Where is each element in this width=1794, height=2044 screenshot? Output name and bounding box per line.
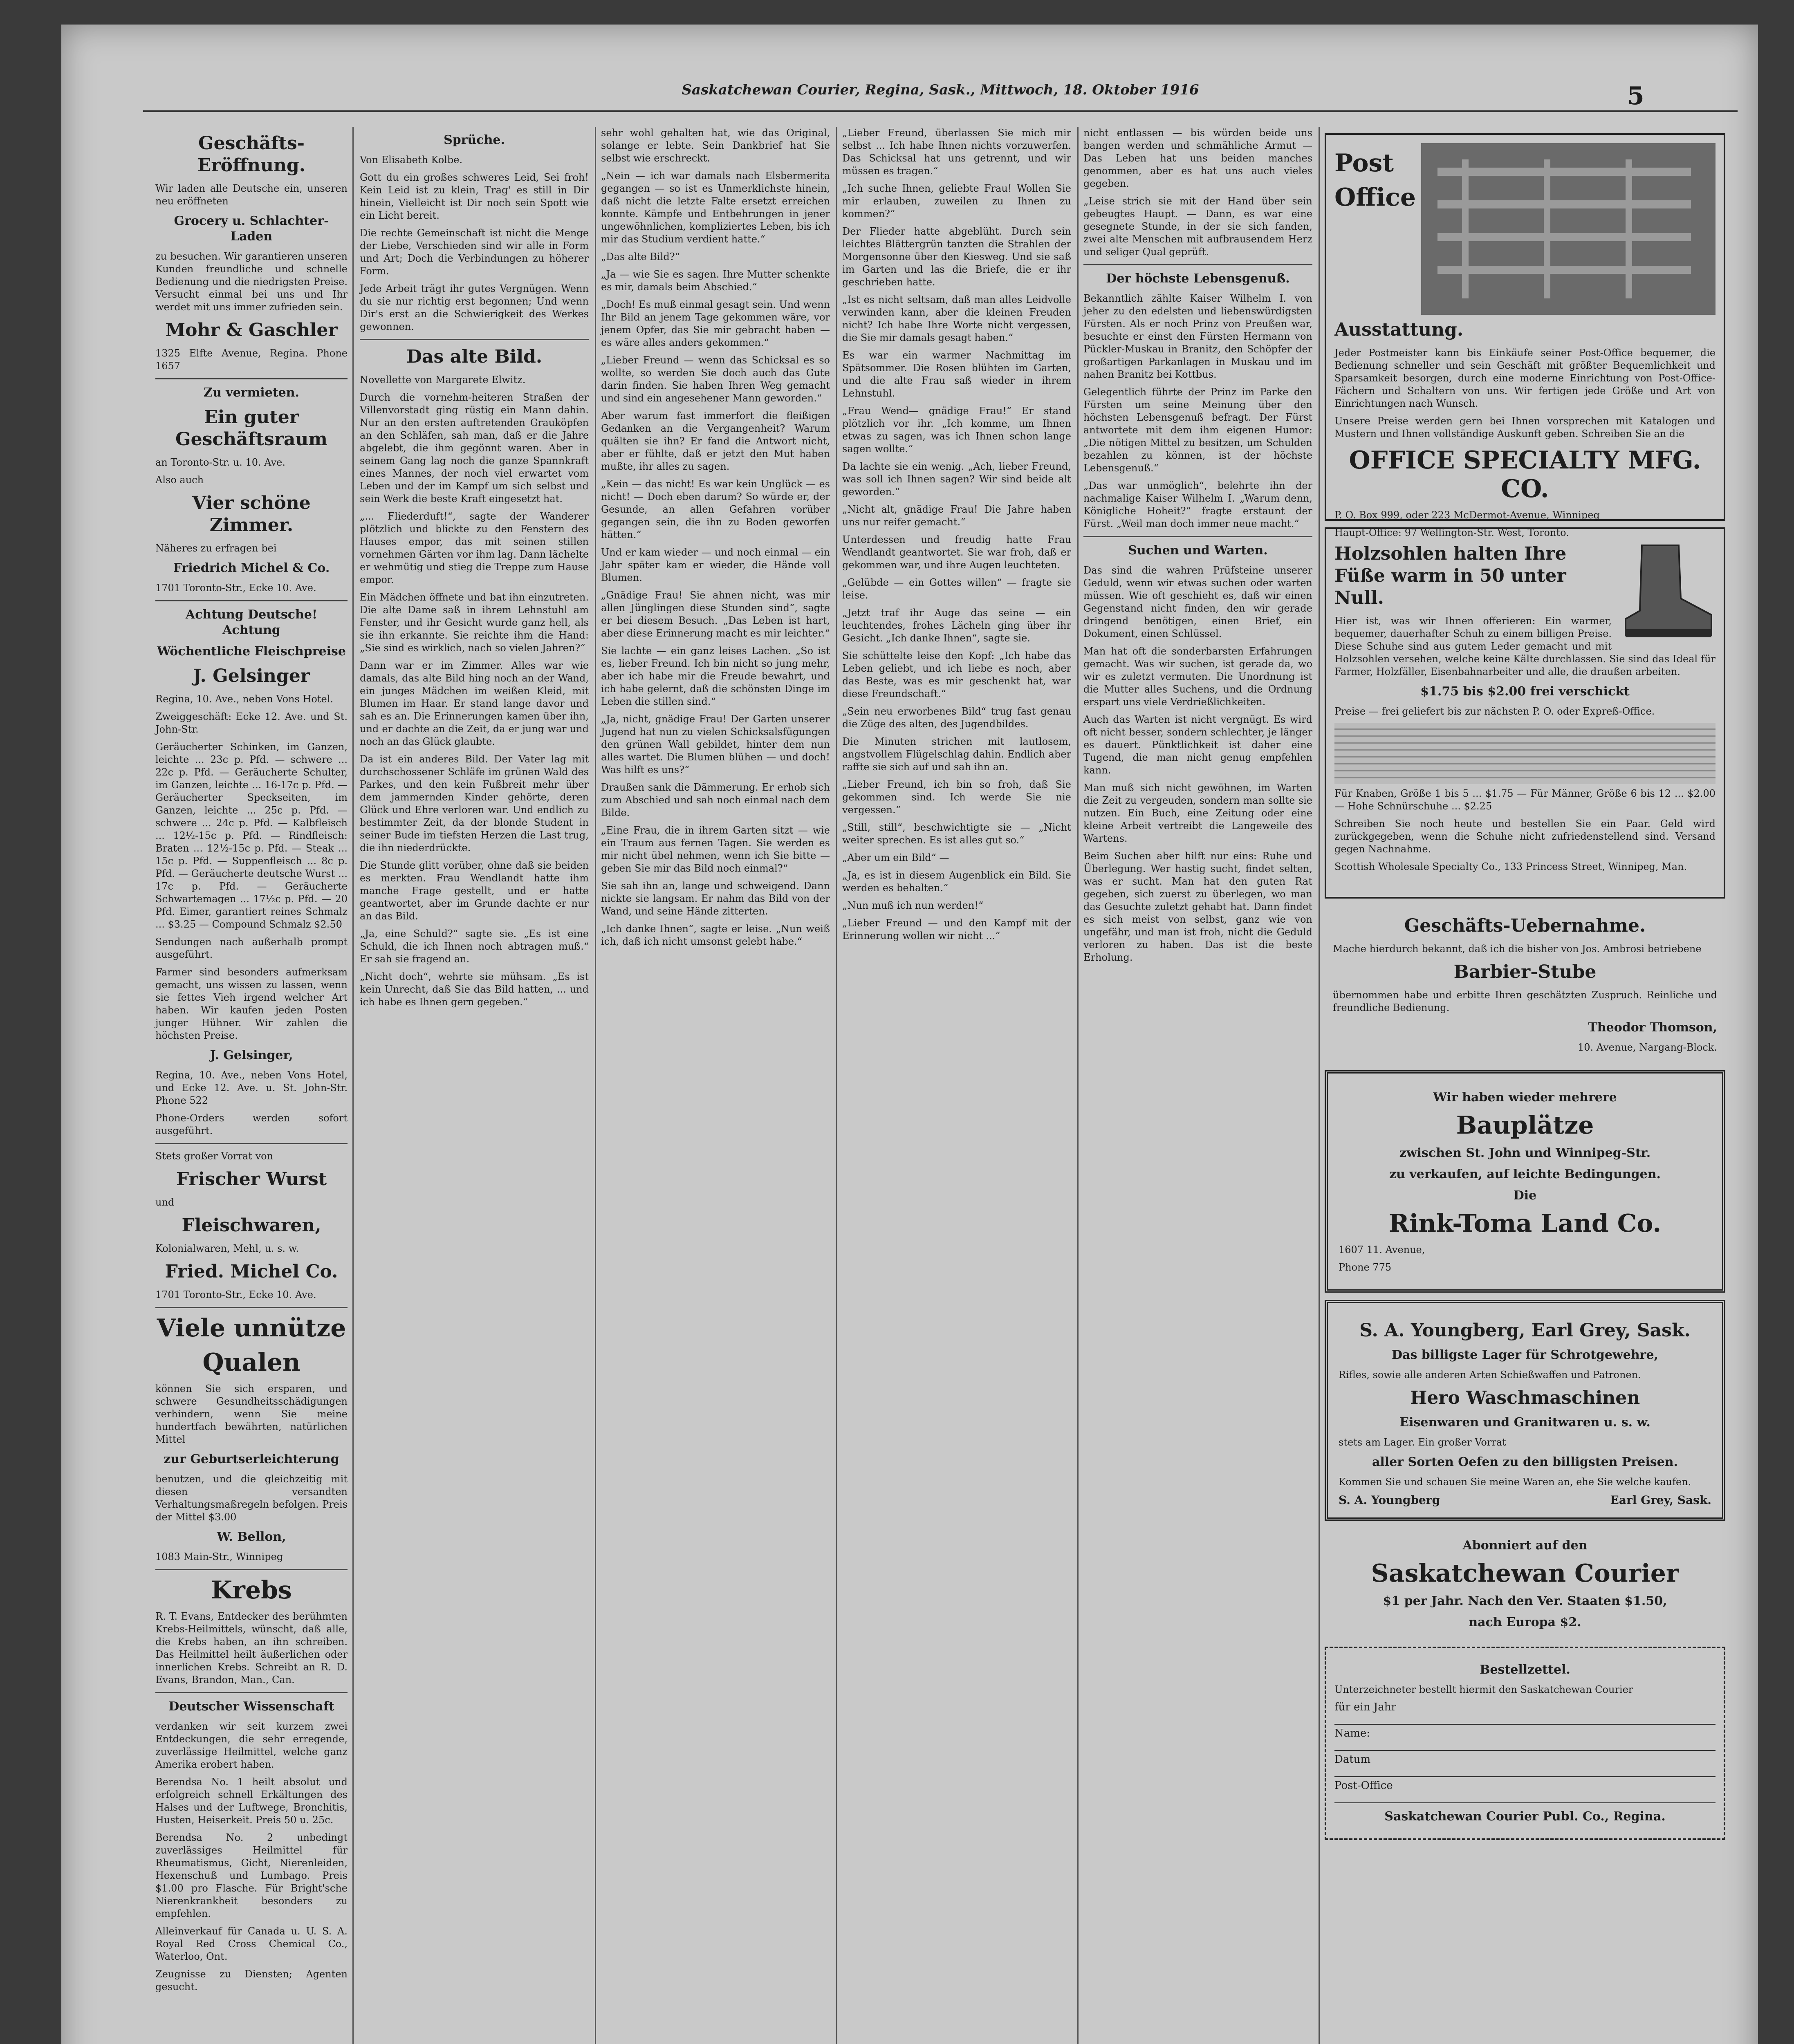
newspaper-page: [61, 25, 1758, 2044]
article-text: Sie lachte — ein ganz leises Lachen. „So ist es, lieber Freund. Ich bin nicht so jung mehr, aber ich habe mir die Freude bewahrt, und ich habe gelernt, daß die schönsten Dinge im Leben die stillen sind.“: [601, 645, 830, 707]
boot-icon: [1617, 537, 1716, 643]
divider: [1083, 264, 1312, 265]
firm-address: 10. Avenue, Nargang-Block.: [1577, 1042, 1717, 1053]
ad-text: übernommen habe und erbitte Ihren geschätzten Zuspruch. Reinliche und freundliche Bedienung.: [1333, 989, 1717, 1013]
ad-heading: Holzsohlen halten Ihre Füße warm in 50 unter Null.: [1334, 543, 1567, 608]
form-text: Unterzeichneter bestellt hiermit den Saskatchewan Courier: [1334, 1684, 1633, 1695]
price-list: Geräucherter Schinken, im Ganzen, leichte ... 23c p. Pfd. — schwere ... 22c p. Pfd. — Geräucherte Schulter, im Ganzen, leichte ... 16-17c p. Pfd. — Geräucherter Speckseiten, im Ganzen, leichte ... 25c p. Pfd. — schwere ... 24c p. Pfd. — Kalbfleisch ... 12½-15c p. Pfd. — Rindfleisch: Braten ... 12½-15c p. Pfd. — Steak ... 15c p. Pfd. — Suppenfleisch ... 8c p. Pfd. — Geräucherte deutsche Wurst ... 17c p. Pfd. — Geräucherte Schwartemagen ... 17½c p. Pfd. — 20 Pfd. Eimer, garantiert reines Schmalz ... $3.25 — Compound Schmalz $2.50: [155, 741, 348, 930]
ad-text: Zeugnisse zu Diensten; Agenten gesucht.: [155, 1968, 348, 1992]
firm-address: P. O. Box 999, oder 223 McDermot-Avenue, Winnipeg: [1334, 509, 1600, 521]
firm-name: S. A. Youngberg: [1339, 1493, 1440, 1507]
ad-text: Regina, 10. Ave., neben Vons Hotel.: [155, 693, 333, 705]
article-text: Bekanntlich zählte Kaiser Wilhelm I. von jeher zu den edelsten und liebenswürdigsten Fürsten. Als er noch Prinz von Preußen war, besuchte er einst den Fürsten Hermann von Pückler-Muskau in Branitz, den Schöpfer der großartigen Parkanlagen in Muskau und im nahen Branitz bei Kottbus.: [1083, 293, 1312, 380]
ad-text: Schreiben Sie noch heute und bestellen Sie ein Paar. Geld wird zurückgegeben, wenn die Schuhe nicht zufriedenstellend sind. Versand gegen Nachnahme.: [1334, 818, 1716, 855]
article-text: „Jetzt traf ihr Auge das seine — ein leuchtendes, frohes Lächeln ging über ihr Gesicht. „Ich danke Ihnen“, sagte sie.: [842, 607, 1071, 644]
column-rule: [595, 127, 596, 2044]
article-text: „Ja, es ist in diesem Augenblick ein Bild. Sie werden es behalten.“: [842, 870, 1071, 894]
divider: [155, 1307, 348, 1308]
ad-text: Mache hierdurch bekannt, daß ich die bisher von Jos. Ambrosi betriebene: [1333, 943, 1702, 955]
ad-text: Das billigste Lager für Schrotgewehre,: [1392, 1348, 1658, 1362]
ad-price: $1.75 bis $2.00 frei verschickt: [1420, 684, 1630, 699]
ad-text: stets am Lager. Ein großer Vorrat: [1339, 1437, 1506, 1448]
article-text: „Sein neu erworbenes Bild“ trug fast genau die Züge des alten, des Jugendbildes.: [842, 706, 1071, 730]
divider: [155, 1569, 348, 1570]
article-text: Aber warum fast immerfort die fleißigen Gedanken an die Vergangenheit? Warum quälten sie ihn? Er fand die Antwort nicht, aber er fühlte, daß er jetzt den Mut haben mußte, ihr alles zu sagen.: [601, 410, 830, 472]
firm-name: Saskatchewan Courier Publ. Co., Regina.: [1384, 1809, 1666, 1824]
ad-text: Wir laden alle Deutsche ein, unseren neu eröffneten: [155, 183, 348, 207]
ad-text: zu besuchen. Wir garantieren unseren Kunden freundliche und schnelle Bedienung und die niedrigsten Preise. Versucht einmal bei uns und Ihr werdet mit uns immer zufrieden sein.: [155, 251, 348, 313]
article-text: Der Flieder hatte abgeblüht. Durch sein leichtes Blättergrün tanzten die Strahlen der Morgensonne über den Kiesweg. Und sie saß im Garten und las die Briefe, die er ihr geschrieben hatte.: [842, 226, 1071, 288]
article-text: Es war ein warmer Nachmittag im Spätsommer. Die Rosen blühten im Garten, und die alte Frau saß wieder in ihrem Lehnstuhl.: [842, 350, 1071, 399]
article-text: Da lachte sie ein wenig. „Ach, lieber Freund, was soll ich Ihnen sagen? Wir sind beide alt geworden.“: [842, 461, 1071, 498]
article-text: Gelegentlich führte der Prinz im Parke den Fürsten um seine Meinung über den höchsten Lebensgenuß befragt. Der Fürst antwortete mit dem ihm eigenen Humor: „Die nötigen Mittel zu besitzen, um Schulden bezahlen zu können, ist der höchste Lebensgenuß.“: [1083, 386, 1312, 474]
article-text: „Still, still“, beschwichtigte sie — „Nicht weiter sprechen. Es ist alles gut so.“: [842, 822, 1071, 846]
firm-address: 1607 11. Avenue,: [1339, 1244, 1425, 1255]
article-text: „Lieber Freund, überlassen Sie mich mir selbst ... Ich habe Ihnen nichts vorzuwerfen. Das Schicksal hat uns getrennt, und wir müssen es tragen.“: [842, 127, 1071, 177]
ad-heading: Ein guter Geschäftsraum: [175, 407, 327, 450]
article-text: Die Minuten strichen mit lautlosem, angstvollem Flügelschlag dahin. Endlich aber raffte sie sich auf und sah ihn an.: [842, 736, 1071, 773]
firm-address: 1083 Main-Str., Winnipeg: [155, 1551, 283, 1562]
article-text: „Nein — ich war damals nach Elsbermerita gegangen — so ist es Unmerklichste hinein, daß nicht die letzte Falte ersetzt erreichen konnte. Kämpfe und Entbehrungen in jener ungewöhnlichen, kompliziertes Leben, bis ich mir das Studium verdient hatte.“: [601, 170, 830, 245]
article-heading: Das alte Bild.: [406, 346, 543, 367]
ad-heading: Viele unnütze: [157, 1314, 346, 1342]
article-text: Gott du ein großes schweres Leid, Sei froh! Kein Leid ist zu klein, Trag' es still in Dir hinein, Vielleicht ist Dir noch sein Spott wie ein Licht bereit.: [360, 172, 589, 221]
article-text: „Gnädige Frau! Sie ahnen nicht, was mir allen Jünglingen diese Stunden sind“, sagte er bei diesem Besuch. „Das Leben ist hart, aber diese Erinnerung macht es mir leichter.“: [601, 589, 830, 639]
ad-text: Eisenwaren und Granitwaren u. s. w.: [1399, 1415, 1650, 1430]
firm-address: 1325 Elfte Avenue, Regina. Phone 1657: [155, 347, 348, 372]
article-text: „Nicht doch“, wehrte sie mühsam. „Es ist kein Unrecht, daß Sie das Bild hatten, ... und ich habe es Ihnen gern gegeben.“: [360, 971, 589, 1008]
masthead: [143, 82, 1738, 112]
firm-name: J. Gelsinger,: [210, 1048, 293, 1062]
ad-building-lots: [1325, 1070, 1725, 1293]
column-2: [360, 127, 589, 2044]
ad-text: Zweiggeschäft: Ecke 12. Ave. und St. John-Str.: [155, 711, 348, 735]
ad-text: Stets großer Vorrat von: [155, 1150, 274, 1162]
article-text: Ein Mädchen öffnete und bat ihn einzutreten. Die alte Dame saß in ihrem Lehnstuhl am Fenster, und ihr Gesicht wurde ganz hell, als sie ihn erkannte. Sie reichte ihm die Hand: „Sie sind es wirklich, nach so vielen Jahren?“: [360, 592, 589, 654]
ad-text: Die: [1513, 1188, 1537, 1203]
firm-address: 1701 Toronto-Str., Ecke 10. Ave.: [155, 582, 316, 594]
ad-text: Hier ist, was wir Ihnen offerieren: Ein warmer, bequemer, dauerhafter Schuh zu einem billigen Preise. Diese Schuhe sind aus gutem Leder gemacht und mit Holzsohlen versehen, welche keine Kälte durchlassen. Sie sind das Ideal für Farmer, Holzfäller, Eisenbahnarbeiter und alle, die draußen arbeiten.: [1334, 615, 1716, 677]
article-text: Dann war er im Zimmer. Alles war wie damals, das alte Bild hing noch an der Wand, ein junges Mädchen im weißen Kleid, mit Blumen im Haar. Er stand lange davor und sah es an. Die Erinnerungen kamen über ihn, und er dachte an die Zeit, da er jung war und noch an das Glück glaubte.: [360, 660, 589, 747]
article-text: Man hat oft die sonderbarsten Erfahrungen gemacht. Was wir suchen, ist gerade da, wo wir es zuletzt vermuten. Die Unordnung ist die Mutter alles Suchens, und die Ordnung erspart uns viele Verdrießlichkeiten.: [1083, 645, 1312, 708]
ad-heading: zur Geburtserleichterung: [164, 1452, 339, 1466]
firm-address: Regina, 10. Ave., neben Vons Hotel, und Ecke 12. Ave. u. St. John-Str. Phone 522: [155, 1069, 348, 1106]
ad-text: Phone-Orders werden sofort ausgeführt.: [155, 1112, 348, 1136]
article-text: Die Stunde glitt vorüber, ohne daß sie beiden es merkten. Frau Wendlandt hatte ihm manche Frage gestellt, und er hatte geantwortet, aber im Grunde dachte er nur an das Bild.: [360, 860, 589, 922]
page-number: 5: [1627, 82, 1644, 110]
column-3: [601, 127, 830, 2044]
article-text: „Doch! Es muß einmal gesagt sein. Und wenn Ihr Bild an jenem Tage gekommen wäre, vor jenem Opfer, das Sie mir gebracht haben — es wäre alles anders gekommen.“: [601, 299, 830, 348]
ad-text: Preise — frei geliefert bis zur nächsten P. O. oder Expreß-Office.: [1334, 706, 1655, 717]
firm-name: Fried. Michel Co.: [165, 1261, 338, 1282]
column-rule: [1319, 127, 1320, 2044]
article-text: „Ja — wie Sie es sagen. Ihre Mutter schenkte es mir, damals beim Abschied.“: [601, 269, 830, 293]
column-5: [1083, 127, 1312, 2044]
ad-subscribe: [1325, 1528, 1725, 1640]
masthead-text: Saskatchewan Courier, Regina, Sask., Mittwoch, 18. Oktober 1916: [682, 82, 1199, 98]
article-byline: Novellette von Margarete Elwitz.: [360, 374, 526, 385]
ad-text: können Sie sich ersparen, und schwere Gesundheitsschädigungen verhindern, wenn Sie meine hundertfach bewährten, natürlichen Mittel: [155, 1383, 348, 1445]
article-text: Die rechte Gemeinschaft ist nicht die Menge der Liebe, Verschieden sind wir alle in Form und Art; Doch die Verbindungen zu höherer Form.: [360, 227, 589, 277]
ad-heading: Achtung Deutsche! Achtung: [185, 607, 318, 637]
ad-heading: Krebs: [211, 1576, 292, 1605]
article-text: Und er kam wieder — und noch einmal — ein Jahr später kam er wieder, die Hände voll Blumen.: [601, 547, 830, 583]
ad-text: Jeder Postmeister kann bis Einkäufe seiner Post-Office bequemer, die Bedienung schneller und sein Geschäft mit größter Bequemlichkeit und Sparsamkeit besorgen, durch eine moderne Einrichtung von Post-Office-Fächern und Schaltern von uns. Wir fertigen jede Größe und Art von Einrichtungen nach Wunsch.: [1334, 347, 1716, 409]
article-text: Sie sah ihn an, lange und schweigend. Dann nickte sie langsam. Er nahm das Bild von der Wand, und seine Hände zitterten.: [601, 880, 830, 917]
ad-text: an Toronto-Str. u. 10. Ave.: [155, 457, 286, 468]
form-field-period[interactable]: für ein Jahr: [1334, 1701, 1716, 1725]
ad-text: Rifles, sowie alle anderen Arten Schießwaffen und Patronen.: [1339, 1369, 1641, 1381]
article-text: Jede Arbeit trägt ihr gutes Vergnügen. Wenn du sie nur richtig erst begonnen; Und wenn Dir's erst an die Schwierigkeit des Werkes gewonnen.: [360, 283, 589, 332]
ad-text: Wir haben wieder mehrere: [1433, 1090, 1617, 1105]
column-rule: [836, 127, 837, 2044]
ad-text: zu verkaufen, auf leichte Bedingungen.: [1389, 1167, 1661, 1181]
firm-name: Friedrich Michel & Co.: [173, 561, 330, 575]
ad-text: $1 per Jahr. Nach den Ver. Staaten $1.50,: [1383, 1594, 1667, 1608]
firm-address: 1701 Toronto-Str., Ecke 10. Ave.: [155, 1289, 316, 1300]
ad-text: Farmer sind besonders aufmerksam gemacht, uns wissen zu lassen, wenn sie fettes Vieh irgend welcher Art haben. Wir kaufen jeden Posten junger Hühner. Wir zahlen die höchsten Preise.: [155, 966, 348, 1041]
ad-text: Unsere Preise werden gern bei Ihnen vorsprechen mit Katalogen und Mustern und Ihnen vollständige Auskunft geben. Schreiben Sie an die: [1334, 415, 1716, 439]
ad-heading: Saskatchewan Courier: [1371, 1559, 1679, 1588]
article-text: Beim Suchen aber hilft nur eins: Ruhe und Überlegung. Wer hastig sucht, findet selten, was er sucht. Man hat den guten Rat gegeben, sich zuerst zu überlegen, wo man das Gesuchte zuletzt gehabt hat. Dann findet es sich meist von selbst, ganz wie von ungefähr, und man ist froh, nicht die Geduld verloren zu haben. Das ist die beste Erholung.: [1083, 850, 1312, 963]
ad-heading: Office: [1334, 183, 1416, 212]
ad-heading: Deutscher Wissenschaft: [168, 1699, 334, 1714]
article-text: Draußen sank die Dämmerung. Er erhob sich zum Abschied und sah noch einmal nach dem Bilde.: [601, 782, 830, 818]
ad-text: Berendsa No. 1 heilt absolut und erfolgreich schnell Erkältungen des Halses und der Luftwege, Bronchitis, Husten, Heiserkeit. Preis 50 u. 25c.: [155, 1776, 348, 1826]
article-text: „Eine Frau, die in ihrem Garten sitzt — wie ein Traum aus fernen Tagen. Sie werden es mir nicht übel nehmen, wenn ich Sie bitte — geben Sie mir das Bild noch einmal?“: [601, 825, 830, 874]
ad-text: und: [155, 1197, 175, 1208]
ad-heading: Vier schöne Zimmer.: [192, 493, 311, 536]
divider: [360, 339, 589, 340]
article-text: „Aber um ein Bild“ —: [842, 852, 949, 863]
ad-text: Alleinverkauf für Canada u. U. S. A. Royal Red Cross Chemical Co., Waterloo, Ont.: [155, 1925, 348, 1962]
column-1: [155, 127, 348, 2044]
article-text: „Nun muß ich nun werden!“: [842, 900, 984, 911]
ad-text: Für Knaben, Größe 1 bis 5 ... $1.75 — Für Männer, Größe 6 bis 12 ... $2.00 — Hohe Schnürschuhe ... $2.25: [1334, 788, 1716, 812]
ad-heading: Hero Waschmaschinen: [1410, 1387, 1640, 1408]
order-form: [1325, 1647, 1725, 1840]
ad-text: R. T. Evans, Entdecker des berühmten Krebs-Heilmittels, wünscht, daß alle, die Krebs haben, an ihn schreiben. Das Heilmittel heilt äußerlichen oder innerlichen Krebs. Schreibt an R. D. Evans, Brandon, Man., Can.: [155, 1611, 348, 1685]
divider: [155, 378, 348, 379]
article-text: „Leise strich sie mit der Hand über sein gebeugtes Haupt. — Dann, es war eine gesegnete Stunde, in der sie sich fanden, zwei alte Menschen mit aufbrausendem Herz und seliger Qual geprüft.: [1083, 195, 1312, 258]
firm-address: Scottish Wholesale Specialty Co., 133 Princess Street, Winnipeg, Man.: [1334, 861, 1687, 872]
article-heading: Suchen und Warten.: [1128, 543, 1268, 558]
article-text: sehr wohl gehalten hat, wie das Original, solange er lebte. Sein Dankbrief hat Sie selbst wie erschreckt.: [601, 127, 830, 164]
article-text: Durch die vornehm-heiteren Straßen der Villenvorstadt ging rüstig ein Mann dahin. Nur an den ersten auftretenden Grauköpfen an den Schläfen, sah man, daß er die Jahre abgelebt, die ihm gegönnt waren. Aber in seinem Gang lag noch die ganze Spannkraft eines Mannes, der noch viel erwartet vom Leben und der im Kampf um sich selbst und sein Werk die beste Kraft eingesetzt hat.: [360, 392, 589, 504]
article-text: „... Fliederduft!“, sagte der Wanderer plötzlich und blickte zu den Fenstern des Hauses empor, das mit seinen stillen vornehmen Gärten vor ihm lag. Dann lächelte er wehmütig und stieg die Treppe zum Hause empor.: [360, 511, 589, 585]
ad-text: benutzen, und die gleichzeitig mit diesen versandten Verhaltungsmaßregeln befolgen. Preis der Mittel $3.00: [155, 1473, 348, 1523]
article-text: „Kein — das nicht! Es war kein Unglück — es nicht! — Doch eben darum? So würde er, der Gesunde, an allen Gefahren vorüber gegangen sein, die ihn zu Boden geworfen hätten.“: [601, 478, 830, 540]
article-text: Man muß sich nicht gewöhnen, im Warten die Zeit zu vergeuden, sondern man sollte sie nutzen. Ein Buch, eine Zeitung oder eine kleine Arbeit vertreibt die Langeweile des Wartens.: [1083, 782, 1312, 844]
column-6-ads: [1325, 127, 1725, 2044]
form-field-name[interactable]: Name:: [1334, 1727, 1716, 1751]
firm-name: Theodor Thomson,: [1588, 1020, 1717, 1035]
article-text: nicht entlassen — bis würden beide uns bangen werden und schmähliche Armut — Das Leben hat uns beiden manches genommen, aber es hat uns auch vieles gegeben.: [1083, 127, 1312, 189]
article-text: „Ist es nicht seltsam, daß man alles Leidvolle verwinden kann, aber die kleinen Freuden nicht? Ich habe Ihre Worte nicht vergessen, die Sie mir damals gesagt haben.“: [842, 294, 1071, 343]
ad-text: Sendungen nach außerhalb prompt ausgeführt.: [155, 936, 348, 960]
form-field-post-office[interactable]: Post-Office: [1334, 1780, 1716, 1803]
article-text: „Ich suche Ihnen, geliebte Frau! Wollen Sie mir erlauben, zuweilen zu Ihnen zu kommen?“: [842, 183, 1071, 220]
firm-name: W. Bellon,: [217, 1530, 286, 1544]
column-rule: [352, 127, 354, 2044]
column-4: [842, 127, 1071, 2044]
form-field-date[interactable]: Datum: [1334, 1753, 1716, 1777]
ad-text: Abonniert auf den: [1462, 1538, 1588, 1553]
article-text: Sie schüttelte leise den Kopf: „Ich habe das Leben geliebt, und ich liebe es noch, aber das Beste, was es mir geschenkt hat, war diese Freundschaft.“: [842, 650, 1071, 699]
ad-heading: Ausstattung.: [1334, 319, 1464, 340]
article-text: „Ja, eine Schuld?“ sagte sie. „Es ist eine Schuld, die ich Ihnen noch abtragen muß.“ Er sah sie fragend an.: [360, 928, 589, 965]
firm-name: OFFICE SPECIALTY MFG. CO.: [1349, 446, 1701, 503]
ad-text: Also auch: [155, 474, 204, 486]
article-heading: Sprüche.: [444, 133, 505, 147]
ad-heading: Zu vermieten.: [204, 385, 299, 400]
article-text: „Lieber Freund — wenn das Schicksal es so wollte, so werden Sie doch auch das Gute darin finden. Sie haben Ihren Weg gemacht und sind ein angesehener Mann geworden.“: [601, 354, 830, 404]
article-text: „Das alte Bild?“: [601, 251, 680, 262]
article-text: Unterdessen und freudig hatte Frau Wendlandt geantwortet. Sie war froh, daß er gekommen war, und ihre Augen leuchteten.: [842, 534, 1071, 571]
ad-footer: [1339, 1493, 1711, 1507]
article-heading: Der höchste Lebensgenuß.: [1106, 271, 1290, 286]
article-text: Das sind die wahren Prüfsteine unserer Geduld, wenn wir etwas suchen oder warten müssen. Wie oft geschieht es, daß wir einen Gegenstand nicht finden, den wir gerade dringend benötigen, einen Brief, ein Dokument, einen Schlüssel.: [1083, 565, 1312, 639]
ad-text: Kolonialwaren, Mehl, u. s. w.: [155, 1243, 299, 1254]
ad-heading: Post: [1334, 149, 1394, 177]
ad-heading: Frischer Wurst: [176, 1169, 327, 1190]
firm-name: Rink-Toma Land Co.: [1388, 1209, 1662, 1238]
article-text: „Nicht alt, gnädige Frau! Die Jahre haben uns nur reifer gemacht.“: [842, 504, 1071, 528]
firm-phone: Phone 775: [1339, 1262, 1392, 1273]
ad-youngberg: [1325, 1300, 1725, 1521]
ad-text: zwischen St. John und Winnipeg-Str.: [1399, 1146, 1651, 1160]
firm-name: J. Gelsinger: [193, 666, 310, 686]
article-text: Auch das Warten ist nicht vergnügt. Es wird oft nicht besser, sondern schlechter, je länger es dauert. Pünktlichkeit ist daher eine Tugend, die man nicht genug empfehlen kann.: [1083, 714, 1312, 776]
article-text: „Frau Wend— gnädige Frau!“ Er stand plötzlich vor ihr. „Ich komme, um Ihnen etwas zu sagen, was ich Ihnen schon lange sagen wollte.“: [842, 405, 1071, 455]
article-text: „Lieber Freund — und den Kampf mit der Erinnerung wollen wir nicht ...“: [842, 917, 1071, 941]
ad-heading: Geschäfts-Uebernahme.: [1404, 915, 1646, 936]
ad-heading: Qualen: [202, 1348, 300, 1377]
ad-heading: Grocery u. Schlachter-Laden: [174, 214, 329, 244]
divider: [155, 1143, 348, 1144]
ad-heading: Bauplätze: [1456, 1111, 1594, 1140]
ad-wooden-soles: [1325, 527, 1725, 899]
ad-heading: S. A. Youngberg, Earl Grey, Sask.: [1359, 1320, 1691, 1341]
ad-text: Näheres zu erfragen bei: [155, 542, 277, 554]
ad-text: aller Sorten Oefen zu den billigsten Preisen.: [1372, 1455, 1678, 1469]
form-title: Bestellzettel.: [1480, 1663, 1570, 1677]
ad-heading: Fleischwaren,: [182, 1215, 321, 1236]
ad-heading: Wöchentliche Fleischpreise: [157, 644, 346, 659]
divider: [1083, 536, 1312, 537]
firm-address: Earl Grey, Sask.: [1610, 1493, 1711, 1507]
divider: [155, 1692, 348, 1693]
ad-text: verdanken wir seit kurzem zwei Entdeckungen, die sehr erregende, zuverlässige Heilmittel, welche ganz Amerika erobert haben.: [155, 1721, 348, 1770]
ad-post-office: [1325, 133, 1725, 538]
firm-address: Haupt-Office: 97 Wellington-Str. West, Toronto.: [1334, 527, 1569, 538]
article-text: „Gelübde — ein Gottes willen“ — fragte sie leise.: [842, 577, 1071, 601]
article-text: „Lieber Freund, ich bin so froh, daß Sie gekommen sind. Ich werde Sie nie vergessen.“: [842, 779, 1071, 816]
ad-barber-takeover: [1325, 905, 1725, 1063]
column-rule: [1077, 127, 1079, 2044]
divider: [155, 600, 348, 601]
ad-text: Berendsa No. 2 unbedingt zuverlässiges Heilmittel für Rheumatismus, Gicht, Nierenleiden, Hexenschuß und Lumbago. Preis $1.00 pro Flasche. Für Bright'sche Nierenkrankheit besonders zu empfehlen.: [155, 1832, 348, 1919]
building-illustration: [1421, 143, 1716, 315]
firm-name: Mohr & Gaschler: [165, 320, 338, 341]
article-byline: Von Elisabeth Kolbe.: [360, 154, 463, 166]
ad-heading: Geschäfts-Eröffnung.: [197, 133, 306, 176]
article-text: „Ich danke Ihnen“, sagte er leise. „Nun weiß ich, daß ich nicht umsonst gelebt habe.“: [601, 923, 830, 947]
ad-text: nach Europa $2.: [1469, 1615, 1581, 1629]
ad-text: Kommen Sie und schauen Sie meine Waren an, ehe Sie welche kaufen.: [1339, 1476, 1691, 1488]
article-text: Da ist ein anderes Bild. Der Vater lag mit durchschossener Schläfe im grünen Wald des Parkes, und den kein Fußbreit mehr über dem jammernden Kinder gehörte, deren Glück und Ehre verloren war. Und endlich zu bestimmter Zeit, da der blonde Student in seiner Bude im tiefsten Herzen die Last trug, die ihn niederdrückte.: [360, 753, 589, 854]
article-text: „Das war unmöglich“, belehrte ihn der nachmalige Kaiser Wilhelm I. „Warum denn, Königliche Hoheit?“ fragte erstaunt der Fürst. „Weil man doch immer neue macht.“: [1083, 480, 1312, 529]
article-text: „Ja, nicht, gnädige Frau! Der Garten unserer Jugend hat nun zu vielen Schicksalsfügungen den grünen Wall gebildet, hinter dem nun alles wartet. Die Blumen blühen — und doch! Was hilft es uns?“: [601, 713, 830, 775]
ad-heading: Barbier-Stube: [1453, 961, 1597, 982]
price-table: [1334, 723, 1716, 784]
